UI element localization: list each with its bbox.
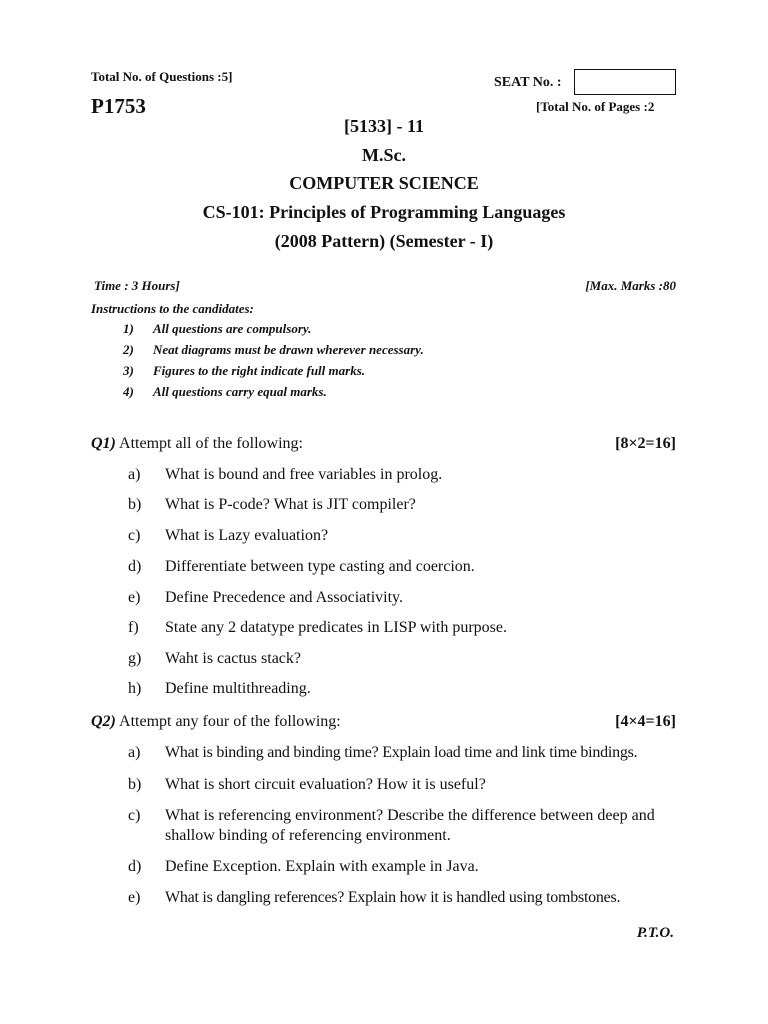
instruction-item bbox=[123, 321, 311, 337]
max-marks: [Max. Marks :80 bbox=[585, 278, 676, 293]
pattern: (2008 Pattern) (Semester - I) bbox=[274, 231, 494, 251]
question-2-heading bbox=[91, 713, 341, 731]
item-text: What is dangling references? Explain how it is handled using tombstones. bbox=[165, 889, 621, 906]
item-label: d) bbox=[128, 558, 142, 575]
course-title: CS-101: Principles of Programming Languages bbox=[202, 202, 566, 222]
item-label: b) bbox=[128, 776, 142, 793]
item-text: What is P-code? What is JIT compiler? bbox=[165, 496, 416, 513]
instruction-item bbox=[123, 363, 365, 379]
item-label: a) bbox=[128, 744, 141, 761]
item-text: What is binding and binding time? Explain load time and link time bindings. bbox=[165, 744, 638, 761]
item-label: c) bbox=[128, 527, 141, 544]
item-text: What is Lazy evaluation? bbox=[165, 527, 329, 544]
total-pages: [Total No. of Pages :2 bbox=[536, 99, 655, 114]
exam-code: [5133] - 11 bbox=[344, 116, 424, 136]
paper-code: P1753 bbox=[91, 94, 146, 118]
seat-no-box bbox=[574, 69, 676, 95]
question-prompt: Attempt any four of the following: bbox=[119, 713, 341, 730]
instruction-item bbox=[123, 384, 327, 400]
instruction-item bbox=[123, 342, 424, 358]
question-number: Q1) bbox=[91, 435, 116, 452]
instruction-number: 3) bbox=[123, 363, 134, 378]
item-text: Differentiate between type casting and coercion. bbox=[165, 558, 475, 575]
seat-no-label: SEAT No. : bbox=[494, 75, 562, 90]
item-text: Define Precedence and Associativity. bbox=[165, 589, 403, 606]
instruction-text: All questions are compulsory. bbox=[153, 321, 312, 336]
instruction-text: All questions carry equal marks. bbox=[153, 384, 327, 399]
question-1-marks: [8×2=16] bbox=[615, 435, 676, 452]
item-label: g) bbox=[128, 650, 142, 667]
instruction-number: 2) bbox=[123, 342, 134, 357]
instruction-text: Neat diagrams must be drawn wherever necessary. bbox=[153, 342, 424, 357]
item-label: c) bbox=[128, 807, 141, 824]
item-text: Waht is cactus stack? bbox=[165, 650, 301, 667]
instruction-number: 1) bbox=[123, 321, 134, 336]
question-1-heading bbox=[91, 435, 303, 453]
question-2-marks: [4×4=16] bbox=[615, 713, 676, 730]
degree: M.Sc. bbox=[362, 145, 406, 165]
item-text: State any 2 datatype predicates in LISP with purpose. bbox=[165, 619, 507, 636]
total-questions: Total No. of Questions :5] bbox=[91, 69, 233, 84]
item-text: Define multithreading. bbox=[165, 680, 311, 697]
item-label: b) bbox=[128, 496, 142, 513]
question-number: Q2) bbox=[91, 713, 116, 730]
instruction-number: 4) bbox=[123, 384, 134, 399]
pto-label: P.T.O. bbox=[636, 925, 674, 941]
time-allowed: Time : 3 Hours] bbox=[94, 278, 180, 293]
question-prompt: Attempt all of the following: bbox=[119, 435, 303, 452]
instruction-text: Figures to the right indicate full marks. bbox=[153, 363, 366, 378]
item-text: What is referencing environment? Describe the difference between deep and shallow binding of referencing environment. bbox=[165, 807, 655, 844]
item-label: e) bbox=[128, 889, 141, 906]
item-label: a) bbox=[128, 466, 141, 483]
item-label: f) bbox=[128, 619, 139, 636]
subject: COMPUTER SCIENCE bbox=[289, 173, 479, 193]
item-label: d) bbox=[128, 858, 142, 875]
item-label: h) bbox=[128, 680, 142, 697]
item-text: Define Exception. Explain with example in Java. bbox=[165, 858, 479, 875]
item-text: What is short circuit evaluation? How it is useful? bbox=[165, 776, 486, 793]
instructions-heading: Instructions to the candidates: bbox=[91, 301, 254, 316]
item-text: What is bound and free variables in prolog. bbox=[165, 466, 443, 483]
item-label: e) bbox=[128, 589, 141, 606]
